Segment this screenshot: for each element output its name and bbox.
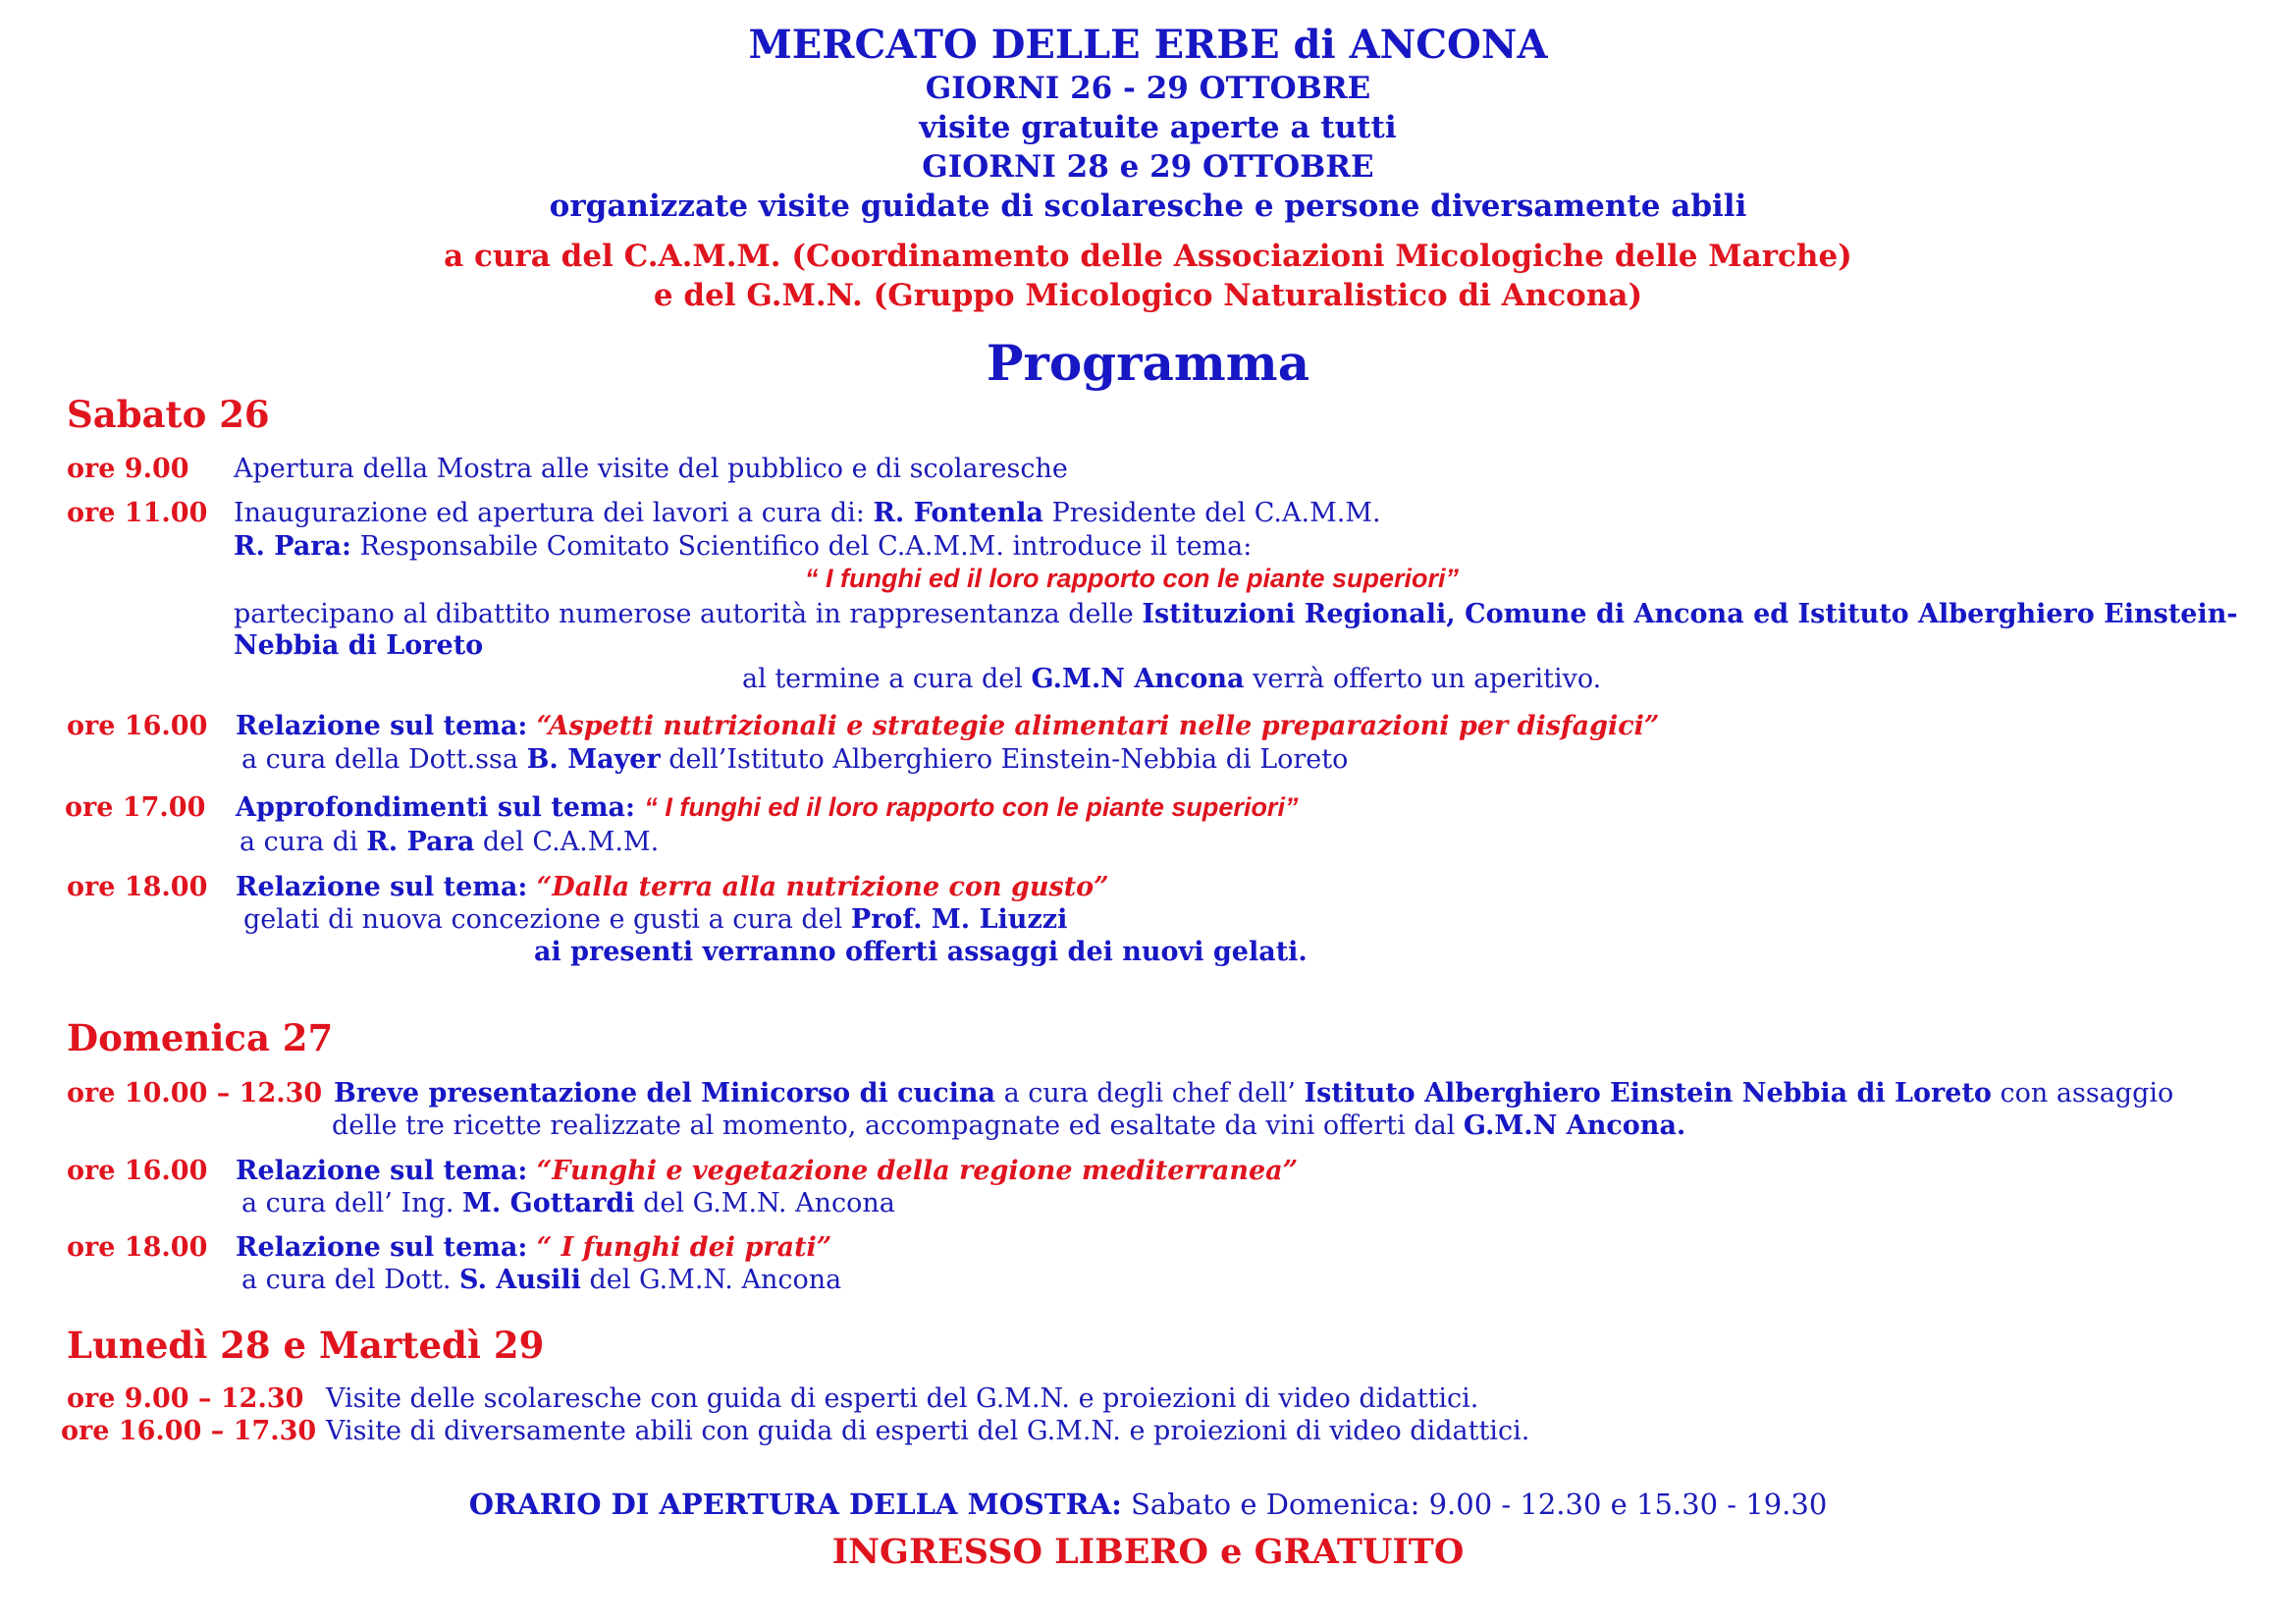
event-theme: “Funghi e vegetazione della regione mediterranea”: [536, 1156, 1299, 1186]
day-heading-lunedi-martedi: Lunedì 28 e Martedì 29: [67, 1324, 545, 1367]
event-text: a cura della Dott.ssa: [241, 744, 527, 775]
speaker-name: M. Gottardi: [461, 1188, 635, 1218]
event-line: [236, 1156, 1298, 1186]
header-guided-dates-line: GIORNI 28 e 29 OTTOBRE: [922, 149, 1374, 185]
event-line: [334, 1078, 2173, 1109]
event-time: ore 10.00 – 12.30: [67, 1078, 323, 1109]
event-label: Breve presentazione del Minicorso di cucina: [334, 1078, 996, 1109]
event-theme: “Dalla terra alla nutrizione con gusto”: [536, 872, 1109, 902]
event-label: Relazione sul tema:: [236, 872, 537, 902]
programma-heading: Programma: [986, 334, 1310, 392]
event-time: ore 16.00: [67, 1156, 208, 1186]
event-text: a cura di: [240, 827, 367, 857]
event-text: del C.A.M.M.: [474, 827, 660, 857]
event-time: ore 16.00 – 17.30: [61, 1416, 317, 1446]
event-line: [236, 792, 1298, 823]
event-text: Visite di diversamente abili con guida di esperti del G.M.N. e proiezioni di video didattici.: [326, 1416, 1530, 1446]
event-line: [236, 872, 1109, 902]
day-heading-sabato: Sabato 26: [67, 393, 270, 436]
header-organizer-line-1: a cura del C.A.M.M. (Coordinamento delle Associazioni Micologiche delle Marche): [444, 239, 1852, 274]
header-free-visits-line: visite gratuite aperte a tutti: [919, 110, 1397, 145]
event-text: Presidente del C.A.M.M.: [1043, 498, 1381, 528]
event-text: del G.M.N. Ancona: [634, 1188, 895, 1218]
event-label: Relazione sul tema:: [236, 1232, 537, 1263]
header-organizer-line-2: e del G.M.N. (Gruppo Micologico Naturalistico di Ancona): [653, 278, 1643, 313]
event-line: [234, 498, 1381, 528]
event-line: [236, 711, 1659, 741]
speaker-name: Prof. M. Liuzzi: [850, 904, 1068, 935]
event-text: a cura dell’ Ing.: [241, 1188, 462, 1218]
institution-name: Nebbia di Loreto: [234, 630, 484, 661]
event-text: Visite delle scolaresche con guida di esperti del G.M.N. e proiezioni di video didattici.: [326, 1383, 1479, 1414]
event-line: [241, 744, 1348, 775]
event-time: ore 16.00: [67, 711, 208, 741]
institutions: Istituzioni Regionali, Comune di Ancona ed Istituto Alberghiero Einstein-: [1142, 599, 2238, 629]
speaker-name: S. Ausili: [459, 1265, 581, 1295]
opening-hours-text: Sabato e Domenica: 9.00 - 12.30 e 15.30 - 19.30: [1121, 1488, 1828, 1521]
event-line: [236, 1232, 831, 1263]
organizer-name: G.M.N Ancona: [1031, 664, 1245, 694]
speaker-name: B. Mayer: [526, 744, 661, 775]
event-theme: “ I funghi dei prati”: [536, 1232, 832, 1263]
event-line: [243, 904, 1067, 935]
event-line: [234, 599, 2238, 629]
event-time: ore 9.00 – 12.30: [67, 1383, 304, 1414]
header-dates-line: GIORNI 26 - 29 OTTOBRE: [925, 71, 1371, 106]
event-text: gelati di nuova concezione e gusti a cura del: [243, 904, 851, 935]
event-time: ore 18.00: [67, 1232, 208, 1263]
event-theme: “ I funghi ed il loro rapporto con le piante superiori”: [644, 792, 1299, 822]
event-line: [742, 664, 1601, 694]
speaker-name: R. Para:: [234, 531, 351, 562]
speaker-name: R. Para: [366, 827, 475, 857]
free-entry-banner: INGRESSO LIBERO e GRATUITO: [831, 1532, 1465, 1572]
event-text: Apertura della Mostra alle visite del pubblico e di scolaresche: [234, 454, 1068, 484]
event-theme: “ I funghi ed il loro rapporto con le piante superiori”: [805, 564, 1460, 593]
event-text: Inaugurazione ed apertura dei lavori a cura di:: [234, 498, 874, 528]
event-note: ai presenti verranno offerti assaggi dei nuovi gelati.: [534, 937, 1308, 967]
event-line: [234, 531, 1252, 562]
page-title: MERCATO DELLE ERBE di ANCONA: [748, 22, 1548, 68]
event-text: delle tre ricette realizzate al momento, accompagnate ed esaltate da vini offerti dal: [332, 1110, 1464, 1141]
organizer-name: G.M.N Ancona.: [1463, 1110, 1686, 1141]
event-time: ore 9.00: [67, 454, 189, 484]
event-theme: “Aspetti nutrizionali e strategie alimentari nelle preparazioni per disfagici”: [536, 711, 1660, 741]
event-text: a cura del Dott.: [241, 1265, 460, 1295]
event-text: verrà offerto un aperitivo.: [1244, 664, 1602, 694]
event-text: Responsabile Comitato Scientifico del C.A.M.M. introduce il tema:: [351, 531, 1253, 562]
event-label: Approfondimenti sul tema:: [236, 792, 645, 823]
opening-hours-label: ORARIO DI APERTURA DELLA MOSTRA:: [468, 1488, 1122, 1521]
opening-hours: [0, 1488, 2296, 1521]
event-text: partecipano al dibattito numerose autorità in rappresentanza delle: [234, 599, 1143, 629]
event-line: [332, 1110, 1685, 1141]
event-line: [240, 827, 659, 857]
header-guided-visits-line: organizzate visite guidate di scolaresche e persone diversamente abili: [549, 189, 1747, 224]
event-line: [241, 1265, 841, 1295]
event-label: Relazione sul tema:: [236, 1156, 537, 1186]
event-text: a cura degli chef dell’: [995, 1078, 1305, 1109]
event-line: [241, 1188, 895, 1218]
event-text: al termine a cura del: [742, 664, 1032, 694]
event-time: ore 11.00: [67, 498, 208, 528]
institution-name: Istituto Alberghiero Einstein Nebbia di Loreto: [1304, 1078, 1992, 1109]
event-text: del G.M.N. Ancona: [580, 1265, 842, 1295]
event-time: ore 18.00: [67, 872, 208, 902]
day-heading-domenica: Domenica 27: [67, 1016, 334, 1059]
event-label: Relazione sul tema:: [236, 711, 537, 741]
event-time: ore 17.00: [65, 792, 206, 823]
speaker-name: R. Fontenla: [873, 498, 1044, 528]
event-text: dell’Istituto Alberghiero Einstein-Nebbia di Loreto: [660, 744, 1349, 775]
event-text: con assaggio: [1991, 1078, 2174, 1109]
